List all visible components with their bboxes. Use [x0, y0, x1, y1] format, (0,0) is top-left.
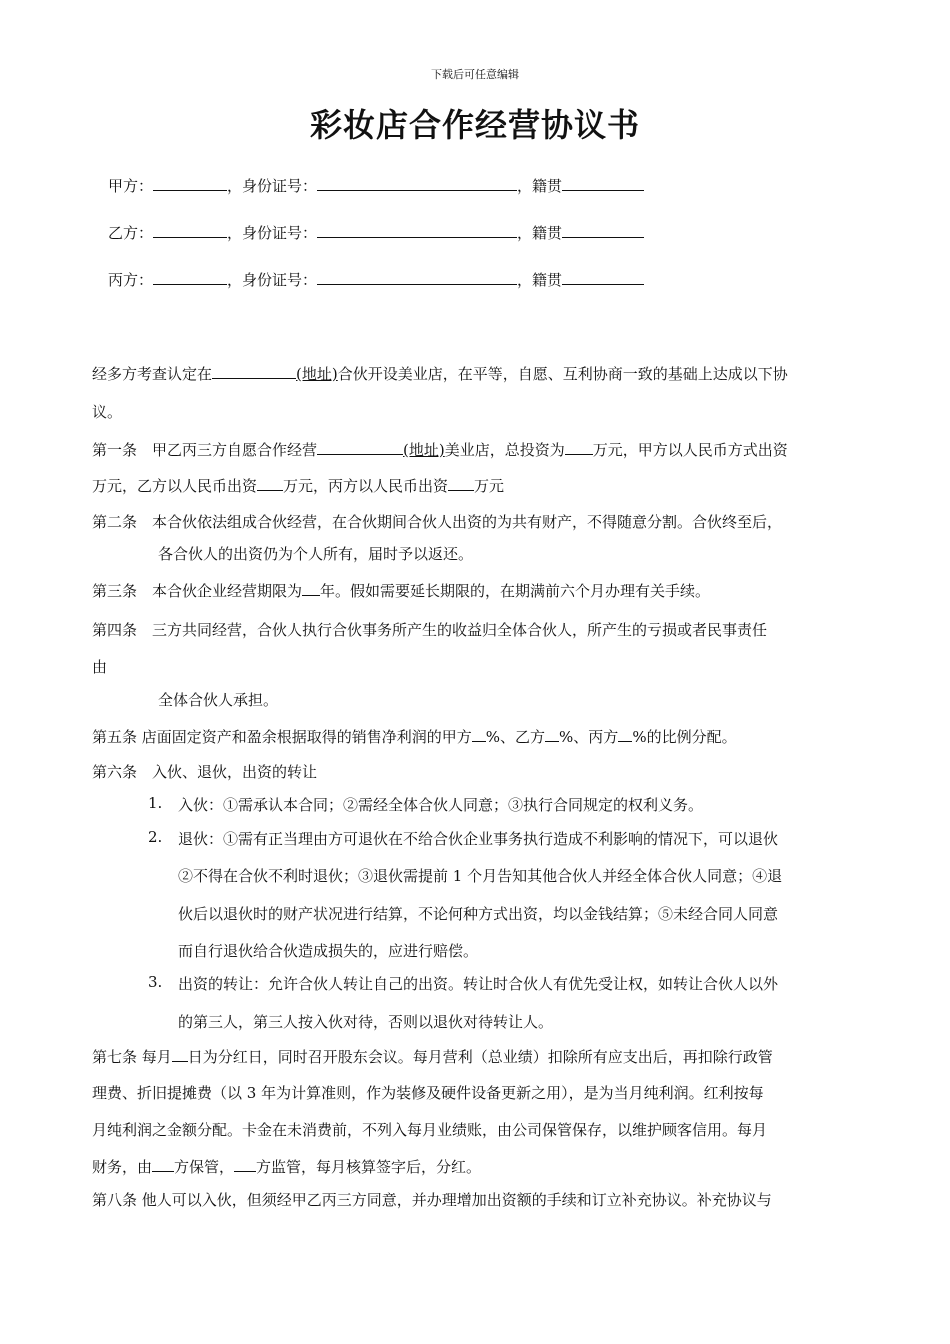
native-blank: [562, 176, 644, 191]
party-label: 甲方：: [108, 177, 154, 195]
list-item-text: 出资的转让：允许合伙人转让自己的出资。转让时合伙人有优先受让权，如转让合伙人以外: [178, 975, 779, 993]
article-4-line-1: 第四条 三方共同经营，合伙人执行合伙事务所产生的收益归全体合伙人，所产生的亏损或者民事责任: [92, 621, 768, 639]
address-blank: [317, 440, 403, 455]
id-label: ，身份证号：: [227, 271, 318, 289]
percent-blank: [545, 727, 559, 742]
document-title: 彩妆店合作经营协议书: [309, 106, 640, 144]
native-label: ，籍贯: [517, 271, 563, 289]
list-item-text: 伙后以退伙时的财产状况进行结算，不论何种方式出资，均以金钱结算；⑤未经合同人同意: [178, 905, 779, 923]
list-item-text: 退伙：①需有正当理由方可退伙在不给合伙企业事务执行造成不利影响的情况下，可以退伙: [178, 830, 779, 848]
day-blank: [172, 1047, 188, 1062]
article-7-line-4: 财务，由 方保管， 方监管，每月核算签字后，分红。: [92, 1158, 482, 1176]
name-blank: [153, 270, 227, 285]
article-7-line-2: 理费、折旧提摊费（以 3 年为计算准则，作为装修及硬件设备更新之用），是为当月纯利润。红利按每: [92, 1084, 764, 1102]
article-6-heading: 第六条 入伙、退伙，出资的转让: [92, 763, 318, 781]
address-label: (地址): [403, 441, 445, 459]
party-blank: [152, 1157, 174, 1172]
native-label: ，籍贯: [517, 177, 563, 195]
name-blank: [153, 176, 227, 191]
address-blank: [212, 364, 296, 379]
list-item-text: 入伙：①需承认本合同；②需经全体合伙人同意；③执行合同规定的权利义务。: [178, 796, 704, 814]
article-7-line-3: 月纯利润之金额分配。卡金在未消费前，不列入每月业绩账，由公司保管保存，以维护顾客信用。每月: [92, 1121, 768, 1139]
list-item-number: 1.: [148, 794, 163, 812]
list-item-text: ②不得在合伙不利时退伙；③退伙需提前 1 个月告知其他合伙人并经全体合伙人同意；④退: [178, 867, 783, 885]
article-3: 第三条 本合伙企业经营期限为 年。假如需要延长期限的，在期满前六个月办理有关手续。: [92, 582, 711, 600]
party-label: 乙方：: [108, 224, 154, 242]
article-1-line-2: 万元，乙方以人民币出资 万元，丙方以人民币出资 万元: [92, 477, 505, 495]
percent-blank: [618, 727, 632, 742]
percent-blank: [472, 727, 486, 742]
party-line-c: [108, 269, 644, 290]
party-label: 丙方：: [108, 271, 154, 289]
article-5: 第五条 店面固定资产和盈余根据取得的销售净利润的甲方 %、乙方 %、丙方 %的比例分配。: [92, 728, 737, 746]
native-label: ，籍贯: [517, 224, 563, 242]
id-label: ，身份证号：: [227, 224, 318, 242]
amount-blank: [448, 476, 474, 491]
party-line-b: [108, 222, 644, 243]
article-4-line-2: 由: [92, 658, 108, 676]
list-item-text: 而自行退伙给合伙造成损失的，应进行赔偿。: [178, 942, 479, 960]
amount-blank: [257, 476, 283, 491]
article-8-line-1: 第八条 他人可以入伙，但须经甲乙丙三方同意，并办理增加出资额的手续和订立补充协议。补充协议与: [92, 1191, 772, 1209]
intro-line-1: 经多方考查认定在 (地址)合伙开设美业店，在平等，自愿、互利协商一致的基础上达成以下协: [92, 365, 788, 383]
article-4-line-3: 全体合伙人承担。: [158, 691, 279, 709]
article-2-line-1: 第二条 本合伙依法组成合伙经营，在合伙期间合伙人出资的为共有财产，不得随意分割。合伙终至后，: [92, 513, 783, 531]
article-7-line-1: 第七条 每月 日为分红日，同时召开股东会议。每月营利（总业绩）扣除所有应支出后，再扣除行政管: [92, 1048, 773, 1066]
years-blank: [302, 581, 320, 596]
article-1-line-1: 第一条 甲乙丙三方自愿合作经营 (地址)美业店，总投资为 万元，甲方以人民币方式出资: [92, 441, 788, 459]
id-label: ，身份证号：: [227, 177, 318, 195]
header-note: 下载后可任意编辑: [431, 68, 519, 81]
amount-blank: [565, 440, 593, 455]
id-blank: [317, 223, 517, 238]
native-blank: [562, 223, 644, 238]
list-item-text: 的第三人，第三人按入伙对待，否则以退伙对待转让人。: [178, 1013, 554, 1031]
name-blank: [153, 223, 227, 238]
party-line-a: [108, 175, 644, 196]
party-blank: [234, 1157, 256, 1172]
address-label: (地址): [296, 365, 338, 383]
article-2-line-2: 各合伙人的出资仍为个人所有，届时予以返还。: [158, 545, 474, 563]
id-blank: [317, 176, 517, 191]
list-item-number: 3.: [148, 973, 163, 991]
id-blank: [317, 270, 517, 285]
native-blank: [562, 270, 644, 285]
intro-line-2: 议。: [92, 403, 123, 421]
list-item-number: 2.: [148, 828, 163, 846]
